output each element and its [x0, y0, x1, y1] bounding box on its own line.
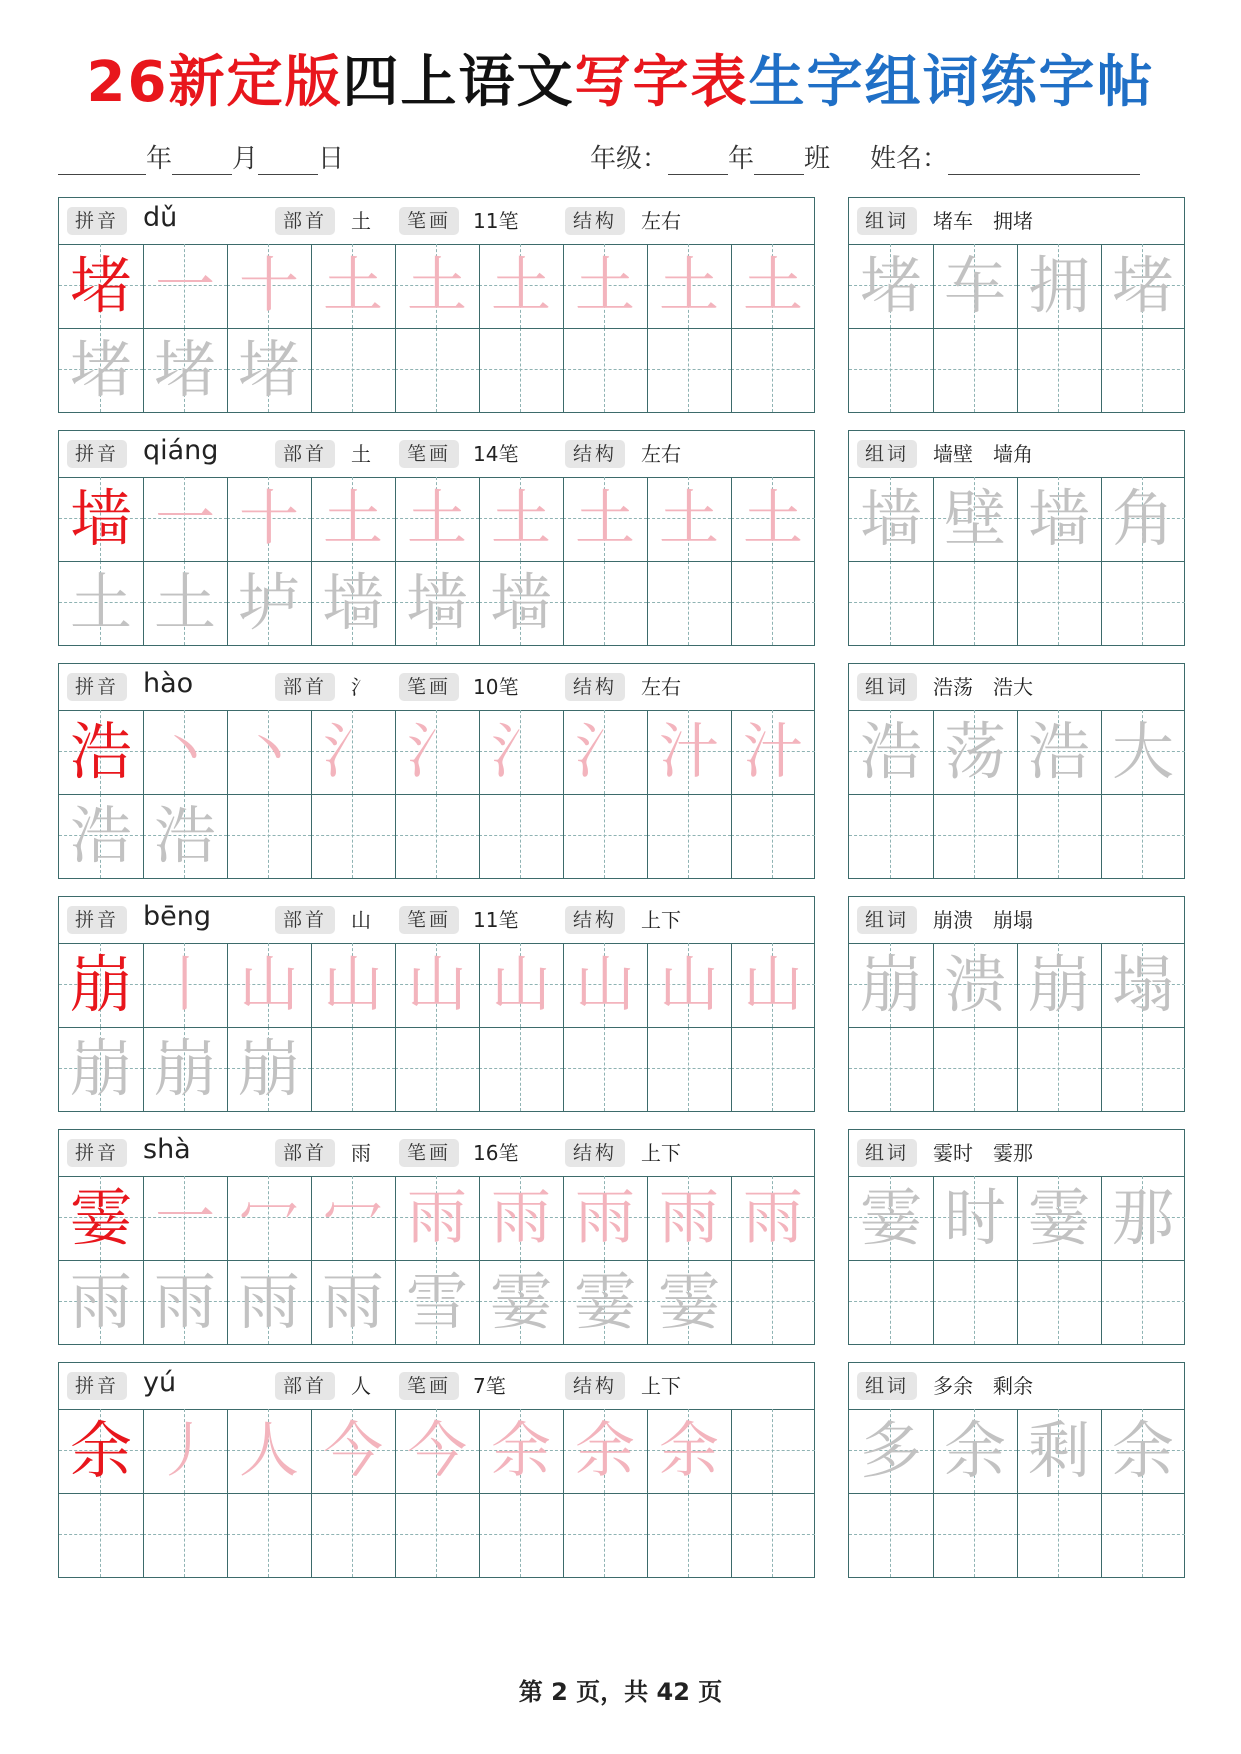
grid-cell[interactable] — [1101, 794, 1185, 878]
words-value: 多余 剩余 — [933, 1374, 1033, 1398]
grid-cell[interactable] — [227, 1493, 311, 1577]
writing-grid — [59, 244, 815, 412]
grid-cell[interactable] — [849, 1027, 933, 1111]
words-card — [848, 197, 1185, 413]
writing-grid — [59, 1409, 815, 1577]
class-label: 班 — [804, 144, 831, 174]
pinyin-value: qiáng — [143, 435, 219, 466]
stroke-order-step: 山 — [491, 950, 551, 1020]
stroke-order-step: 山 — [575, 950, 635, 1020]
stroke-order-step: 土 — [659, 251, 719, 321]
pinyin-label: 拼音 — [67, 673, 127, 701]
class-blank[interactable] — [754, 144, 804, 175]
grid-cell[interactable] — [311, 328, 395, 412]
strokes-value: 11笔 — [473, 209, 519, 233]
grid-cell[interactable] — [1101, 328, 1185, 412]
strokes-label: 笔画 — [399, 1139, 459, 1167]
stroke-order-step: 土 — [743, 251, 803, 321]
char-info-header — [59, 897, 814, 944]
word-trace-character: 墙 — [859, 482, 922, 555]
stroke-order-step: 山 — [659, 950, 719, 1020]
structure-value: 上下 — [641, 1141, 681, 1165]
stroke-order-step: 山 — [407, 950, 467, 1020]
grid-cell[interactable] — [563, 794, 647, 878]
trace-character: 霎 — [489, 1265, 552, 1338]
pinyin-label: 拼音 — [67, 1372, 127, 1400]
trace-character: 垆 — [237, 566, 300, 639]
grid-cell[interactable] — [563, 328, 647, 412]
grid-cell[interactable] — [1017, 1260, 1101, 1344]
trace-character: 墙 — [489, 566, 552, 639]
grid-cell[interactable] — [1017, 561, 1101, 645]
char-info-header — [59, 1363, 814, 1410]
char-card — [58, 430, 815, 646]
structure-value: 左右 — [641, 442, 681, 466]
stroke-order-step: 今 — [407, 1416, 467, 1486]
word-trace-character: 角 — [1111, 482, 1174, 555]
grid-cell[interactable] — [647, 1027, 731, 1111]
writing-grid — [849, 943, 1185, 1111]
words-value: 霎时 霎那 — [933, 1141, 1033, 1165]
words-card — [848, 1129, 1185, 1345]
word-trace-character: 浩 — [859, 715, 922, 788]
stroke-order-step: 土 — [407, 251, 467, 321]
word-trace-character: 堵 — [1111, 249, 1174, 322]
word-trace-character: 那 — [1111, 1181, 1174, 1254]
trace-character: 浩 — [69, 799, 132, 872]
stroke-order-step: 丶 — [155, 717, 215, 787]
word-trace-character: 塌 — [1111, 948, 1174, 1021]
words-label: 组词 — [857, 673, 917, 701]
words-label: 组词 — [857, 1372, 917, 1400]
trace-character: 墙 — [405, 566, 468, 639]
writing-grid — [849, 710, 1185, 878]
word-trace-character: 霎 — [1027, 1181, 1090, 1254]
stroke-order-step: 十 — [239, 484, 299, 554]
words-label: 组词 — [857, 906, 917, 934]
structure-label: 结构 — [565, 673, 625, 701]
stroke-order-step: 汁 — [743, 717, 803, 787]
writing-grid — [849, 1176, 1185, 1344]
strokes-label: 笔画 — [399, 1372, 459, 1400]
word-trace-character: 崩 — [1027, 948, 1090, 1021]
char-section — [58, 663, 1182, 879]
page-title — [0, 48, 1241, 118]
model-character: 崩 — [69, 948, 132, 1021]
structure-label: 结构 — [565, 1139, 625, 1167]
title-part-2: 四上语文 — [342, 50, 575, 115]
grid-cell[interactable] — [1017, 1493, 1101, 1577]
trace-character: 霎 — [573, 1265, 636, 1338]
grid-cell[interactable] — [647, 794, 731, 878]
word-trace-character: 崩 — [859, 948, 922, 1021]
stroke-order-step: 氵 — [491, 717, 551, 787]
writing-grid — [59, 1176, 815, 1344]
stroke-order-step: 余 — [659, 1416, 719, 1486]
grid-cell[interactable] — [479, 1493, 563, 1577]
name-label: 姓名： — [870, 144, 949, 174]
stroke-order-step: 土 — [659, 484, 719, 554]
words-header — [849, 1363, 1184, 1410]
trace-character: 崩 — [237, 1032, 300, 1105]
radical-value: 土 — [351, 209, 371, 233]
stroke-order-step: 土 — [743, 484, 803, 554]
day-blank[interactable] — [258, 144, 318, 175]
stroke-order-step: 一 — [155, 484, 215, 554]
day-label: 日 — [318, 144, 345, 174]
words-header — [849, 1130, 1184, 1177]
stroke-order-step: 山 — [743, 950, 803, 1020]
model-character: 墙 — [69, 482, 132, 555]
grid-cell[interactable] — [311, 1493, 395, 1577]
grid-cell[interactable] — [933, 794, 1017, 878]
char-info-header — [59, 431, 814, 478]
words-label: 组词 — [857, 1139, 917, 1167]
word-trace-character: 壁 — [943, 482, 1006, 555]
char-section — [58, 1129, 1182, 1345]
trace-character: 雨 — [153, 1265, 216, 1338]
word-trace-character: 霎 — [859, 1181, 922, 1254]
stroke-order-step: 今 — [323, 1416, 383, 1486]
radical-label: 部首 — [275, 673, 335, 701]
structure-label: 结构 — [565, 207, 625, 235]
stroke-order-step: 冖 — [239, 1183, 299, 1253]
stroke-order-step: 丶 — [239, 717, 299, 787]
stroke-order-step: 雨 — [743, 1183, 803, 1253]
stroke-order-step: 一 — [155, 251, 215, 321]
strokes-value: 10笔 — [473, 675, 519, 699]
grid-cell[interactable] — [1101, 561, 1185, 645]
strokes-value: 7笔 — [473, 1374, 506, 1398]
pinyin-value: hào — [143, 668, 194, 699]
strokes-value: 16笔 — [473, 1141, 519, 1165]
grid-cell[interactable] — [933, 1260, 1017, 1344]
radical-label: 部首 — [275, 1139, 335, 1167]
grid-cell[interactable] — [227, 794, 311, 878]
words-header — [849, 431, 1184, 478]
char-card — [58, 663, 815, 879]
writing-grid — [59, 477, 815, 645]
structure-value: 上下 — [641, 908, 681, 932]
pinyin-value: bēng — [143, 901, 212, 932]
date-fields — [58, 138, 344, 178]
pinyin-label: 拼音 — [67, 207, 127, 235]
grid-cell[interactable] — [395, 328, 479, 412]
radical-value: 氵 — [351, 675, 371, 699]
radical-label: 部首 — [275, 207, 335, 235]
name-blank[interactable] — [948, 144, 1140, 175]
trace-character: 霎 — [657, 1265, 720, 1338]
stroke-order-step: 余 — [575, 1416, 635, 1486]
word-trace-character: 大 — [1111, 715, 1174, 788]
pinyin-label: 拼音 — [67, 906, 127, 934]
stroke-order-step: 土 — [575, 251, 635, 321]
grade-year-label: 年 — [728, 144, 755, 174]
month-blank[interactable] — [172, 144, 232, 175]
stroke-order-step: 丿 — [155, 1416, 215, 1486]
grid-cell[interactable] — [1101, 1027, 1185, 1111]
trace-character: 堵 — [237, 333, 300, 406]
word-trace-character: 浩 — [1027, 715, 1090, 788]
char-section — [58, 430, 1182, 646]
grid-cell[interactable] — [563, 1493, 647, 1577]
stroke-order-step: 山 — [323, 950, 383, 1020]
trace-character: 雨 — [69, 1265, 132, 1338]
word-trace-character: 余 — [943, 1414, 1006, 1487]
words-card — [848, 663, 1185, 879]
char-card — [58, 1362, 815, 1578]
strokes-value: 11笔 — [473, 908, 519, 932]
writing-grid — [849, 477, 1185, 645]
grid-cell[interactable] — [731, 561, 815, 645]
grid-cell[interactable] — [731, 1409, 815, 1493]
stroke-order-step: 土 — [323, 251, 383, 321]
structure-value: 左右 — [641, 209, 681, 233]
char-card — [58, 1129, 815, 1345]
stroke-order-step: 氵 — [575, 717, 635, 787]
pinyin-value: yú — [143, 1367, 177, 1398]
pinyin-label: 拼音 — [67, 440, 127, 468]
student-fields — [590, 138, 1140, 178]
grid-cell[interactable] — [849, 794, 933, 878]
structure-value: 上下 — [641, 1374, 681, 1398]
stroke-order-step: 土 — [491, 251, 551, 321]
stroke-order-step: 氵 — [323, 717, 383, 787]
grid-cell[interactable] — [731, 1260, 815, 1344]
month-label: 月 — [232, 144, 259, 174]
words-header — [849, 198, 1184, 245]
char-info-header — [59, 198, 814, 245]
grid-cell[interactable] — [849, 1260, 933, 1344]
char-section — [58, 896, 1182, 1112]
grid-cell[interactable] — [143, 1493, 227, 1577]
page-footer: 第 2 页，共 42 页 — [518, 1678, 723, 1706]
trace-character: 堵 — [69, 333, 132, 406]
char-card — [58, 896, 815, 1112]
stroke-order-step: 土 — [323, 484, 383, 554]
words-card — [848, 430, 1185, 646]
grid-cell[interactable] — [731, 1493, 815, 1577]
grid-cell[interactable] — [479, 794, 563, 878]
stroke-order-step: 余 — [491, 1416, 551, 1486]
radical-value: 雨 — [351, 1141, 371, 1165]
title-part-3: 写字表 — [574, 50, 749, 115]
grid-cell[interactable] — [647, 561, 731, 645]
grid-cell[interactable] — [933, 328, 1017, 412]
grid-cell[interactable] — [395, 794, 479, 878]
grid-cell[interactable] — [849, 1493, 933, 1577]
grid-cell[interactable] — [933, 561, 1017, 645]
trace-character: 墙 — [321, 566, 384, 639]
grid-cell[interactable] — [1101, 1493, 1185, 1577]
stroke-order-step: 土 — [491, 484, 551, 554]
radical-value: 土 — [351, 442, 371, 466]
char-info-header — [59, 664, 814, 711]
grid-cell[interactable] — [731, 328, 815, 412]
strokes-label: 笔画 — [399, 207, 459, 235]
strokes-label: 笔画 — [399, 440, 459, 468]
grid-cell[interactable] — [647, 1493, 731, 1577]
structure-value: 左右 — [641, 675, 681, 699]
year-label: 年 — [146, 144, 173, 174]
trace-character: 浩 — [153, 799, 216, 872]
trace-character: 崩 — [69, 1032, 132, 1105]
structure-label: 结构 — [565, 1372, 625, 1400]
stroke-order-step: 汁 — [659, 717, 719, 787]
stroke-order-step: 土 — [407, 484, 467, 554]
trace-character: 堵 — [153, 333, 216, 406]
radical-value: 人 — [351, 1374, 371, 1398]
stroke-order-step: 十 — [239, 251, 299, 321]
words-card — [848, 896, 1185, 1112]
words-card — [848, 1362, 1185, 1578]
structure-label: 结构 — [565, 440, 625, 468]
writing-grid — [849, 1409, 1185, 1577]
word-trace-character: 时 — [943, 1181, 1006, 1254]
radical-label: 部首 — [275, 440, 335, 468]
strokes-label: 笔画 — [399, 673, 459, 701]
writing-grid — [59, 710, 815, 878]
words-header — [849, 897, 1184, 944]
word-trace-character: 多 — [859, 1414, 922, 1487]
word-trace-character: 拥 — [1027, 249, 1090, 322]
grid-cell[interactable] — [1017, 328, 1101, 412]
stroke-order-step: 雨 — [407, 1183, 467, 1253]
grid-cell[interactable] — [731, 1027, 815, 1111]
stroke-order-step: 雨 — [491, 1183, 551, 1253]
grid-cell[interactable] — [479, 1027, 563, 1111]
grid-cell[interactable] — [311, 794, 395, 878]
words-label: 组词 — [857, 207, 917, 235]
words-header — [849, 664, 1184, 711]
model-character: 霎 — [69, 1181, 132, 1254]
trace-character: 雨 — [237, 1265, 300, 1338]
model-character: 浩 — [69, 715, 132, 788]
title-part-1: 26新定版 — [86, 50, 343, 115]
radical-label: 部首 — [275, 906, 335, 934]
grid-cell[interactable] — [395, 1493, 479, 1577]
grid-cell[interactable] — [1017, 1027, 1101, 1111]
word-trace-character: 剩 — [1027, 1414, 1090, 1487]
model-character: 堵 — [69, 249, 132, 322]
word-trace-character: 堵 — [859, 249, 922, 322]
writing-grid — [849, 244, 1185, 412]
trace-character: 土 — [153, 566, 216, 639]
grid-cell[interactable] — [479, 328, 563, 412]
grid-cell[interactable] — [59, 1493, 143, 1577]
stroke-order-step: 土 — [575, 484, 635, 554]
stroke-order-step: 人 — [239, 1416, 299, 1486]
pinyin-value: dǔ — [143, 202, 178, 233]
grid-cell[interactable] — [563, 561, 647, 645]
grid-cell[interactable] — [1017, 794, 1101, 878]
grade-blank[interactable] — [668, 144, 728, 175]
grid-cell[interactable] — [933, 1493, 1017, 1577]
title-part-4: 生字组词练字帖 — [748, 50, 1155, 115]
writing-grid — [59, 943, 815, 1111]
stroke-order-step: 山 — [239, 950, 299, 1020]
trace-character: 土 — [69, 566, 132, 639]
words-value: 浩荡 浩大 — [933, 675, 1033, 699]
char-info-header — [59, 1130, 814, 1177]
word-trace-character: 墙 — [1027, 482, 1090, 555]
grid-cell[interactable] — [1101, 1260, 1185, 1344]
grid-cell[interactable] — [563, 1027, 647, 1111]
word-trace-character: 车 — [943, 249, 1006, 322]
strokes-value: 14笔 — [473, 442, 519, 466]
trace-character: 崩 — [153, 1032, 216, 1105]
radical-value: 山 — [351, 908, 371, 932]
stroke-order-step: 丨 — [155, 950, 215, 1020]
grid-cell[interactable] — [647, 328, 731, 412]
stroke-order-step: 氵 — [407, 717, 467, 787]
trace-character: 雨 — [321, 1265, 384, 1338]
char-section — [58, 1362, 1182, 1578]
stroke-order-step: 雨 — [575, 1183, 635, 1253]
trace-character: 雪 — [405, 1265, 468, 1338]
year-blank[interactable] — [58, 144, 146, 175]
grid-cell[interactable] — [731, 794, 815, 878]
word-trace-character: 溃 — [943, 948, 1006, 1021]
grid-cell[interactable] — [395, 1027, 479, 1111]
stroke-order-step: 一 — [155, 1183, 215, 1253]
words-value: 墙壁 墙角 — [933, 442, 1033, 466]
grid-cell[interactable] — [311, 1027, 395, 1111]
strokes-label: 笔画 — [399, 906, 459, 934]
model-character: 余 — [69, 1414, 132, 1487]
char-card — [58, 197, 815, 413]
pinyin-value: shà — [143, 1134, 191, 1165]
grid-cell[interactable] — [849, 328, 933, 412]
words-label: 组词 — [857, 440, 917, 468]
grid-cell[interactable] — [849, 561, 933, 645]
words-value: 崩溃 崩塌 — [933, 908, 1033, 932]
stroke-order-step: 雨 — [659, 1183, 719, 1253]
radical-label: 部首 — [275, 1372, 335, 1400]
grade-label: 年级： — [590, 144, 669, 174]
grid-cell[interactable] — [933, 1027, 1017, 1111]
words-value: 堵车 拥堵 — [933, 209, 1033, 233]
char-section — [58, 197, 1182, 413]
pinyin-label: 拼音 — [67, 1139, 127, 1167]
structure-label: 结构 — [565, 906, 625, 934]
word-trace-character: 余 — [1111, 1414, 1174, 1487]
word-trace-character: 荡 — [943, 715, 1006, 788]
stroke-order-step: 冖 — [323, 1183, 383, 1253]
